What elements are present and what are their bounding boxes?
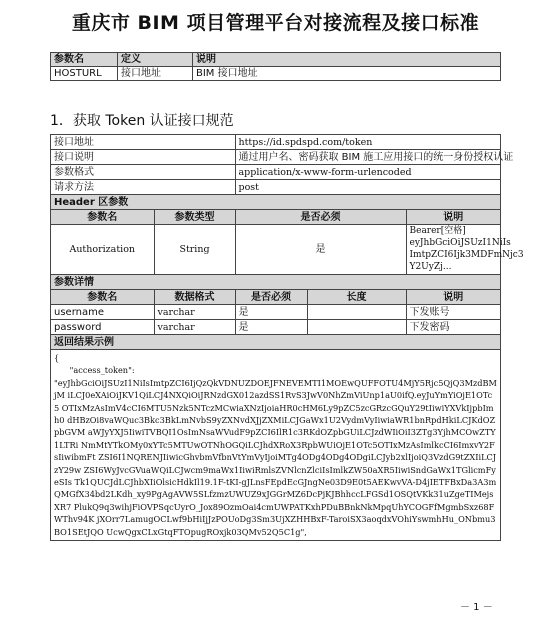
summary-cell-definition: 接口地址 <box>118 67 193 81</box>
response-example-body: { "access_token": "eyJhbGciOiJSUzI1NiIsImtpZCI6IjQzQkVDNUZDOEJFNEVEMTI1MOEwQUFFOTU4MjY5Rjc5QjQ3MzdBMjM iLCJ0eXAiOiJKV1QiLCJ4NXQiOiJRNzdGX012azdSS1RvS3JwV0NhZmViUnp1aU0ifQ.eyJuYmYiOjE1OTc5 OTIxMzAsImV4cCI6MTU5Nzk5NTczMCwiaXNzIjoiaHR0cHM6Ly9pZC5zcGRzcGQuY29tIiwiYXVkIjpbImh0 dHBzOi8vaWQuc3Bkc3BkLmNvbS9yZXNvdXJjZXMiLCJGaWx1U2VydmVyIiwiaWR1bnRpdHkiLCJKdOZpbGVM aWJyYXJ5IiwiTVBQI1OsImNsaWVudF9pZCI6IlR1c3RKdOZpbGUiLCJzdWIiOiI3ZTg3YjhMCOwZTY1LTRi NmMtYTkOMy0xYTc5MTUwOTNhOGQiLCJhdXRoX3RpbWUiOjE1OTc5OTIxMzAsImlkcCI6ImxvY2FsIiwibmFt ZSI6I1NQRENJIiwicGhvbmVfbnVtYmVyIjoiMTg4ODg4ODg4ODgiLCJyb2xlIjoiQ3VzdG9tZXIiLCJzY29w ZSI6WyJvcGVuaWQiLCJwcm9maWx1IiwiRmlsZVNlcnZlciIsImlkZW50aXR5IiwiSndGaWx1TGlicmFyeSIs Tk1QUCJdLCJhbXIiOlsicHdkIl19.1F-tKI-gJLnsFEpdEcGJngNe03D9E0t5AEKwvVA-D4jIETFBxDa3A3m QMGfX34bd2LKdh_xy9PgAgAVW5SLfzmzUWUZ9xJGGrMZ6DcPjKJBhhccLFGSd1OSQtVKk31uZgeTIMejsXR7 PlukQ9q3wihjFiOVPSqcUyrO_Jox89OzmOai4cmUWPATKxhPDuBBnkNkMpqUhYCOGFfMgmbSxz68FWThv94K jXOrr7LamugOCLwf9bHiIjJzPOUoDg3Sm3UjXZHHBxF-TaroiSX3aoqdxVOhiYswmhHu_ONbmu3BO1SEtJQO UcwQgxCLxGtqFTOpugROxjk03QMv52Q5C1g", <box>51 350 501 541</box>
token-api-table <box>50 134 524 541</box>
params-row <box>51 305 501 320</box>
params-cell-name: username <box>51 305 155 320</box>
summary-header-param: 参数名 <box>51 53 118 67</box>
document-title: 重庆市 BIM 项目管理平台对接流程及接口标准 <box>71 12 480 34</box>
params-col-format: 数据格式 <box>154 290 235 305</box>
summary-header-definition: 定义 <box>118 53 193 67</box>
header-col-required: 是否必须 <box>235 210 406 225</box>
params-section-title-row <box>51 275 501 290</box>
params-col-desc: 说明 <box>406 290 501 305</box>
params-cell-required: 是 <box>235 320 307 335</box>
header-col-type: 参数类型 <box>154 210 235 225</box>
header-param-row <box>51 225 501 275</box>
params-section-title: 参数详情 <box>51 275 501 290</box>
info-label: 接口说明 <box>51 150 236 165</box>
info-label: 接口地址 <box>51 135 236 150</box>
info-label: 请求方法 <box>51 180 236 195</box>
params-columns-row <box>51 290 501 305</box>
header-section-title-row <box>51 195 501 210</box>
header-param-name: Authorization <box>51 225 155 275</box>
params-cell-format: varchar <box>154 305 235 320</box>
summary-row <box>51 67 501 81</box>
params-cell-required: 是 <box>235 305 307 320</box>
summary-cell-desc: BIM 接口地址 <box>193 67 501 81</box>
info-row <box>51 165 501 180</box>
info-row <box>51 180 501 195</box>
info-value: 通过用户名、密码获取 BIM 施工应用接口的统一身份授权认证 <box>235 150 501 165</box>
params-cell-length <box>307 305 406 320</box>
header-section-title: Header 区参数 <box>51 195 501 210</box>
header-param-required: 是 <box>235 225 406 275</box>
params-cell-desc: 下发账号 <box>406 305 501 320</box>
params-col-required: 是否必须 <box>235 290 307 305</box>
response-section-title: 返回结果示例 <box>51 335 501 350</box>
response-section-title-row <box>51 335 501 350</box>
header-col-desc: 说明 <box>406 210 501 225</box>
page-number: － 1 － <box>460 602 493 613</box>
response-row <box>51 350 501 541</box>
header-param-type: String <box>154 225 235 275</box>
params-col-length: 长度 <box>307 290 406 305</box>
header-columns-row <box>51 210 501 225</box>
params-row <box>51 320 501 335</box>
info-row <box>51 135 501 150</box>
info-value: https://id.spdspd.com/token <box>235 135 501 150</box>
params-cell-format: varchar <box>154 320 235 335</box>
params-cell-desc: 下发密码 <box>406 320 501 335</box>
params-col-name: 参数名 <box>51 290 155 305</box>
header-param-desc: Bearer[空格] eyJhbGciOiJSUzI1NiIs ImtpZCI6Ijk3MDFmNjc3 Y2UyZj... <box>406 225 501 275</box>
info-value: application/x-www-form-urlencoded <box>235 165 501 180</box>
summary-header-row <box>51 53 501 67</box>
summary-table <box>50 52 501 81</box>
params-cell-length <box>307 320 406 335</box>
summary-header-desc: 说明 <box>193 53 501 67</box>
info-label: 参数格式 <box>51 165 236 180</box>
section-title: 1．获取 Token 认证接口规范 <box>50 113 234 129</box>
header-col-name: 参数名 <box>51 210 155 225</box>
summary-cell-param: HOSTURL <box>51 67 118 81</box>
info-row <box>51 150 501 165</box>
info-value: post <box>235 180 501 195</box>
params-cell-name: password <box>51 320 155 335</box>
